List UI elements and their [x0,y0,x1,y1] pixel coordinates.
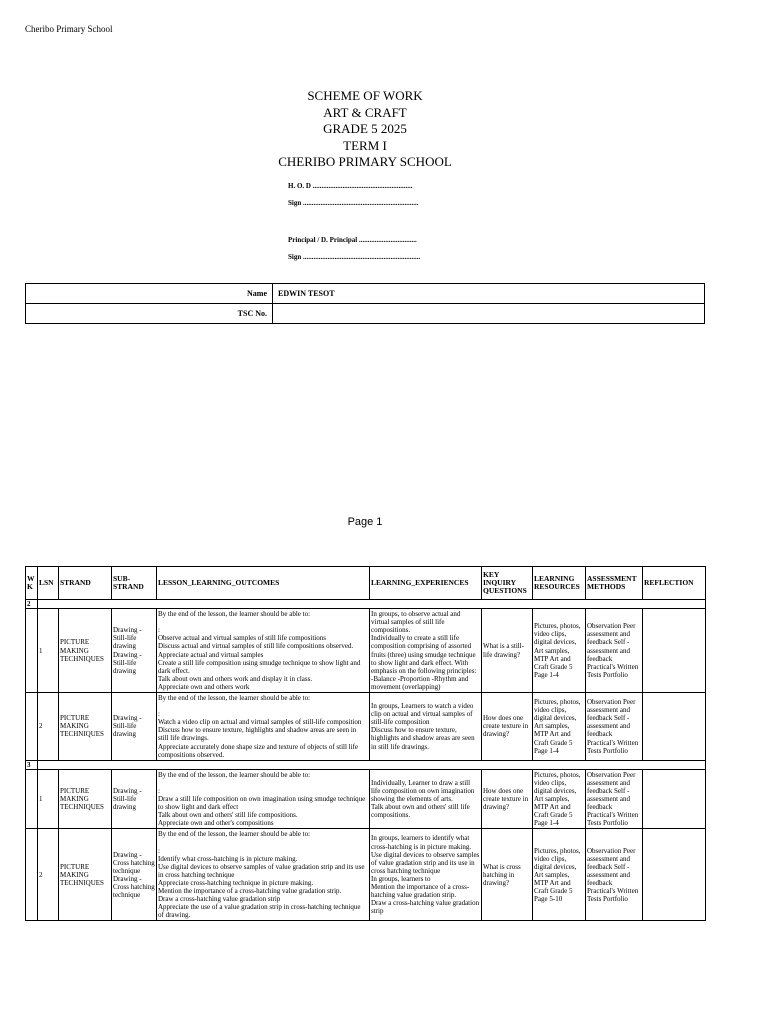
wk-cell [26,609,38,693]
sub-strand-cell: Drawing - Still-life drawing [112,693,157,761]
week-number: 2 [26,600,38,609]
col-assessment: ASSESSMENT METHODS [586,567,643,600]
questions-cell: How does one create texture in drawing? [482,769,533,829]
lsn-cell: 2 [38,829,59,921]
experiences-cell: In groups, Learners to watch a video clip on actual and virtual samples of still-life composition Discuss how to ensure texture, highlights and shadow areas are seen in still life drawings. [370,693,482,761]
assessment-cell: Observation Peer assessment and feedback Self - assessment and feedback Practical's Written Tests Portfolio [586,609,643,693]
outcome-intro: By the end of the lesson, the learner should be able to: [158,610,311,619]
col-questions: KEY INQUIRY QUESTIONS [482,567,533,600]
outcome-list: : Observe actual and virtual samples of still life compositions Discuss actual and virtual samples of still life compositions observed. Appreciate actual and virtual samples Create a still life composition using smudge technique to show light and dark effect. Talk about own and others work and display it in class. Appreciate own and others work [158,626,361,691]
table-row [26,693,706,761]
questions-cell: How does one create texture in drawing? [482,693,533,761]
outcome-intro: By the end of the lesson, the learner should be able to: [158,694,311,703]
col-experiences: LEARNING_EXPERIENCES [370,567,482,600]
resources-cell: Pictures, photos, video clips, digital devices, Art samples, MTP Art and Craft Grade 5 Page 1-4 [533,769,586,829]
tsc-label: TSC No. [26,304,273,324]
table-row [26,769,706,829]
col-strand: STRAND [59,567,112,600]
teacher-name-row [26,284,705,304]
name-label: Name [26,284,273,304]
assessment-cell: Observation Peer assessment and feedback Self - assessment and feedback Practical's Written Tests Portfolio [586,693,643,761]
principal-line: Principal / D. Principal ................................. [288,236,417,244]
col-resources: LEARNING RESOURCES [533,567,586,600]
questions-cell: What is a still-life drawing? [482,609,533,693]
experiences-cell: In groups, learners to identify what cross-hatching is in picture making. Use digital devices to observe samples of value gradation strip and its use in cross hatching technique In groups, learners to Mention the importance of a cross-hatching value gradation strip. Draw a cross-hatching value gradation strip [370,829,482,921]
title-block [0,88,730,171]
tsc-row [26,304,705,324]
col-outcomes: LESSON_LEARNING_OUTCOMES [157,567,370,600]
sub-strand-cell: Drawing - Still-life drawing [112,769,157,829]
sub-strand-cell: Drawing - Still-life drawing Drawing - Still-life drawing [112,609,157,693]
resources-cell: Pictures, photos, video clips, digital devices, Art samples, MTP Art and Craft Grade 5 Page 1-4 [533,693,586,761]
outcomes-cell [157,829,370,921]
experiences-cell: Individually, Learner to draw a still life composition on own imagination showing the elements of arts. Talk about own and others' still life compositions. [370,769,482,829]
reflection-cell [643,829,706,921]
table-row [26,609,706,693]
title-grade: GRADE 5 2025 [323,121,407,137]
week-row-spacer [38,600,706,609]
title-scheme: SCHEME OF WORK [307,88,423,103]
outcome-intro: By the end of the lesson, the learner should be able to: [158,830,311,839]
scheme-table-body [26,600,706,921]
reflection-cell [643,693,706,761]
questions-cell: What is cross hatching in drawing? [482,829,533,921]
lsn-cell: 1 [38,769,59,829]
title-term: TERM I [343,137,387,153]
strand-cell: PICTURE MAKING TECHNIQUES [59,829,112,921]
teacher-info-table [25,283,705,324]
tsc-value [273,304,705,324]
reflection-cell [643,769,706,829]
page-number: Page 1 [347,516,383,528]
col-reflection: REFLECTION [643,567,706,600]
experiences-cell: In groups, to observe actual and virtual samples of still life compositions. Individually to create a still life composition comprising of assorted fruits (three) using smudge technique to show light and dark effect. With emphasis on the following principles: -Balance -Proportion -Rhythm and movement (overlapping) [370,609,482,693]
outcomes-cell [157,769,370,829]
week-row-spacer [38,760,706,769]
outcome-list: : Draw a still life composition on own imagination using smudge technique to show light and dark effect Talk about own and others' still life compositions. Appreciate own and other's compositions [158,786,366,828]
table-header-row [26,567,706,600]
outcome-intro: By the end of the lesson, the learner should be able to: [158,770,311,779]
strand-cell: PICTURE MAKING TECHNIQUES [59,609,112,693]
document-header: Cheribo Primary School [25,24,113,34]
outcomes-cell [157,609,370,693]
col-sub-strand: SUB-STRAND [112,567,157,600]
title-subject: ART & CRAFT [323,104,407,120]
hod-line: H. O. D ......................................................... [288,182,413,190]
week-number: 3 [26,760,38,769]
wk-cell [26,693,38,761]
scheme-of-work-table [25,566,706,921]
reflection-cell [643,609,706,693]
lsn-cell: 2 [38,693,59,761]
principal-sign-line: Sign ................................................................... [288,253,421,261]
outcomes-cell [157,693,370,761]
hod-sign-line: Sign .................................................................. [288,199,419,207]
name-value: EDWIN TESOT [273,284,705,304]
outcome-list: : Watch a video clip on actual and virtual samples of still-life composition Discuss how to ensure texture, highlights and shadow areas are seen in still life drawings. Appreciate accurately done shape size and texture of objects of still life compositions observed. [158,710,362,759]
week-row [26,600,706,609]
table-row [26,829,706,921]
strand-cell: PICTURE MAKING TECHNIQUES [59,769,112,829]
col-wk: WK [26,567,38,600]
sub-strand-cell: Drawing - Cross hatching technique Drawing - Cross hatching technique [112,829,157,921]
col-lsn: LSN [38,567,59,600]
resources-cell: Pictures, photos, video clips, digital devices, Art samples, MTP Art and Craft Grade 5 Page 1-4 [533,609,586,693]
assessment-cell: Observation Peer assessment and feedback Self - assessment and feedback Practical's Written Tests Portfolio [586,829,643,921]
strand-cell: PICTURE MAKING TECHNIQUES [59,693,112,761]
resources-cell: Pictures, photos, video clips, digital devices, Art samples, MTP Art and Craft Grade 5 Page 5-10 [533,829,586,921]
assessment-cell: Observation Peer assessment and feedback Self - assessment and feedback Practical's Written Tests Portfolio [586,769,643,829]
lsn-cell: 1 [38,609,59,693]
wk-cell [26,769,38,829]
outcome-list: : Identify what cross-hatching is in picture making. Use digital devices to observe samples of value gradation strip and its use in cross hatching technique Appreciate cross-hatching technique in picture making. Mention the importance of a cross-hatching value gradation strip. Draw a cross-hatching value gradation strip Appreciate the use of a value gradation strip in cross-hatching technique of drawing. [158,846,365,920]
wk-cell [26,829,38,921]
title-school: CHERIBO PRIMARY SCHOOL [278,154,452,170]
week-row [26,760,706,769]
